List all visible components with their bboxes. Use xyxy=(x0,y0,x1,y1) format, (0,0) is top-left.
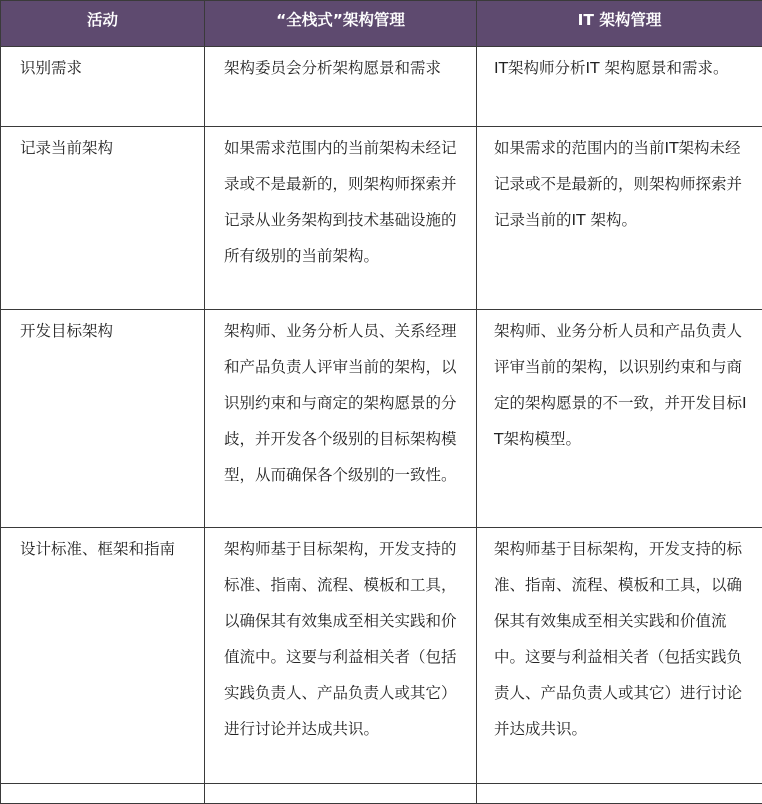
it-cell: 架构师、业务分析人员和产品负责人评审当前的架构，以识别约束和与商定的架构愿景的不一致，并开发目标IT架构模型。 xyxy=(477,310,762,528)
table-header-row xyxy=(1,1,762,47)
full-stack-cell: 如果需求范围内的当前架构未经记录或不是最新的，则架构师探索并记录从业务架构到技术基础设施的所有级别的当前架构。 xyxy=(205,127,477,310)
table-row-partial xyxy=(1,784,762,804)
header-activity: 活动 xyxy=(1,1,205,47)
table-row xyxy=(1,127,762,310)
empty-cell xyxy=(1,784,205,804)
header-full-stack-architecture: “全栈式”架构管理 xyxy=(205,1,477,47)
activity-cell: 开发目标架构 xyxy=(1,310,205,528)
activity-cell: 识别需求 xyxy=(1,47,205,127)
table-row xyxy=(1,47,762,127)
empty-cell xyxy=(205,784,477,804)
full-stack-cell: 架构师、业务分析人员、关系经理和产品负责人评审当前的架构，以识别约束和与商定的架构愿景的分歧，并开发各个级别的目标架构模型，从而确保各个级别的一致性。 xyxy=(205,310,477,528)
header-it-architecture: IT 架构管理 xyxy=(477,1,762,47)
full-stack-cell: 架构委员会分析架构愿景和需求 xyxy=(205,47,477,127)
it-cell: 如果需求的范围内的当前IT架构未经记录或不是最新的，则架构师探索并记录当前的IT 架构。 xyxy=(477,127,762,310)
table-row xyxy=(1,528,762,784)
activity-cell: 设计标准、框架和指南 xyxy=(1,528,205,784)
full-stack-cell: 架构师基于目标架构，开发支持的标准、指南、流程、模板和工具，以确保其有效集成至相关实践和价值流中。这要与利益相关者（包括实践负责人、产品负责人或其它）进行讨论并达成共识。 xyxy=(205,528,477,784)
table-row xyxy=(1,310,762,528)
it-cell: IT架构师分析IT 架构愿景和需求。 xyxy=(477,47,762,127)
activity-cell: 记录当前架构 xyxy=(1,127,205,310)
empty-cell xyxy=(477,784,762,804)
it-cell: 架构师基于目标架构，开发支持的标准、指南、流程、模板和工具，以确保其有效集成至相关实践和价值流中。这要与利益相关者（包括实践负责人、产品负责人或其它）进行讨论并达成共识。 xyxy=(477,528,762,784)
